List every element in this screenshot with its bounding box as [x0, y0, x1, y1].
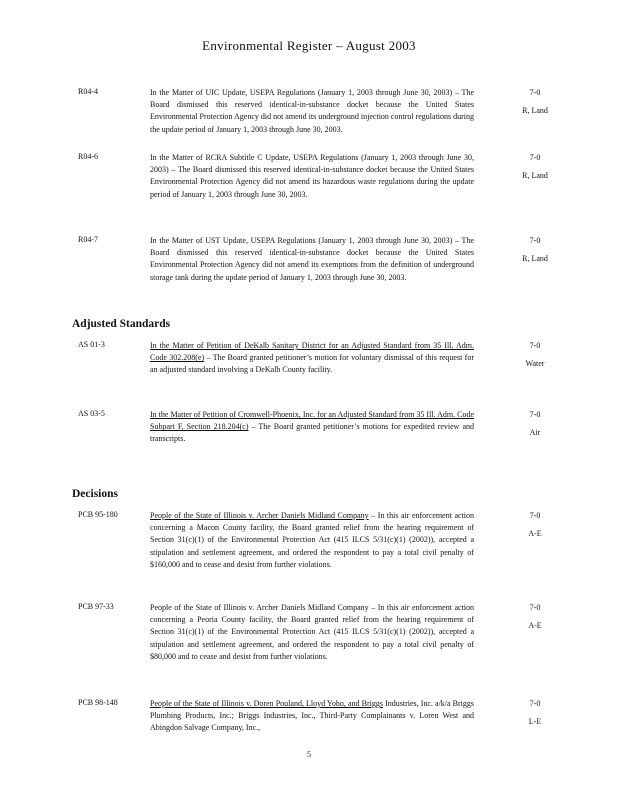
vote-count: 7-0 [529, 699, 541, 708]
docket-number: R04-7 [78, 235, 98, 244]
vote-column [510, 698, 560, 728]
vote-count: 7-0 [529, 236, 541, 245]
entry-text: – In this air enforcement action concerning a Macon County facility, the Board granted relief from the hearing requirement of Section 31(c)(1) of the Environmental Protection Act (415 ILCS 5/31(c)(1) (2002)), accepted a stipulation and settlement agreement, and ordered the respondent to pay a total civil penalty of $160,000 and to cease and desist from further violations. [150, 511, 474, 569]
page-header: Environmental Register – August 2003 [202, 38, 416, 53]
entry-text: In the Matter of UIC Update, USEPA Regulations (January 1, 2003 through June 30, 2003) – The Board dismissed this reserved identical-in-substance docket because the United States Environmental Protection Agency did not amend its underground injection control regulations during the update period of January 1, 2003 through June 30, 2003. [150, 88, 475, 134]
page-number: 5 [307, 750, 311, 759]
docket-number: PCB 97-33 [78, 602, 114, 611]
topic-code: A-E [528, 621, 542, 631]
case-caption: In the Matter of Petition of DeKalb Sanitary District for an Adjusted Standard from 35 Ill. Adm. Code 302.208(e) [150, 341, 474, 363]
vote-column [510, 409, 560, 439]
vote-count: 7-0 [529, 88, 541, 97]
topic-code: L-E [528, 717, 542, 727]
vote-count: 7-0 [529, 410, 541, 419]
entry-description [150, 340, 474, 377]
case-caption: In the Matter of Petition of Cromwell-Phoenix, Inc. for an Adjusted Standard from 35 Ill. Adm. Code Subpart F, Section 218.204(c) [150, 410, 474, 432]
entry-description [150, 602, 474, 663]
topic-code: R, Land [522, 254, 548, 264]
entry-text: In the Matter of UST Update, USEPA Regulations (January 1, 2003 through June 30, 2003) – The Board dismissed this reserved identical-in-substance docket because the United States Environmental Protection Agency did not amend its exemptions from the definition of underground storage tank during the update period of January 1, 2003 through June 30, 2003. [150, 236, 474, 282]
entry-text: Industries, Inc. a/k/a Briggs Plumbing Products, Inc.; Briggs Industries, Inc., Third-Party Complainants v. Loren West and Abingdon Salvage Company, Inc., [150, 699, 474, 733]
section-title-decisions: Decisions [72, 488, 118, 500]
entry-description [150, 152, 474, 201]
docket-number: PCB 98-148 [78, 698, 118, 707]
docket-number: AS 01-3 [78, 340, 105, 349]
entry-text: – The Board granted petitioner’s motion for voluntary dismissal of this request for an adjusted standard involving a DeKalb County facility. [150, 353, 474, 375]
vote-column [510, 87, 560, 117]
entry-description [150, 698, 474, 735]
vote-column [510, 152, 560, 182]
entry-description [150, 409, 474, 446]
entry-description [150, 510, 474, 571]
entry-description [150, 235, 474, 284]
docket-number: R04-6 [78, 152, 98, 161]
topic-code: Water [525, 359, 545, 369]
section-title-adjusted-standards: Adjusted Standards [72, 318, 171, 330]
entry-text: People of the State of Illinois v. Archer Daniels Midland Company – In this air enforcement action concerning a Peoria County facility, the Board granted relief from the hearing requirement of Section 31(c)(1) of the Environmental Protection Act (415 ILCS 5/31(c)(1) (2002)), accepted a stipulation and settlement agreement, and ordered the respondent to pay a total civil penalty of $80,000 and to cease and desist from further violations. [150, 603, 474, 661]
entry-text: In the Matter of RCRA Subtitle C Update, USEPA Regulations (January 1, 2003 through June 30, 2003) – The Board dismissed this reserved identical-in-substance docket because the United States Environmental Protection Agency did not amend its hazardous waste regulations during the update period of January 1, 2003 through June 30, 2003. [150, 153, 474, 199]
vote-column [510, 340, 560, 370]
vote-column [510, 602, 560, 632]
docket-number: R04-4 [78, 87, 98, 96]
vote-count: 7-0 [529, 603, 541, 612]
entry-text: – The Board granted petitioner’s motions for expedited review and transcripts. [150, 422, 474, 444]
vote-count: 7-0 [529, 511, 541, 520]
vote-column [510, 510, 560, 540]
vote-count: 7-0 [529, 341, 541, 350]
case-caption: People of the State of Illinois v. Doren Pouland, Lloyd Yoho, and Briggs [150, 699, 383, 708]
vote-column [510, 235, 560, 265]
entry-description [150, 87, 474, 136]
topic-code: R, Land [522, 171, 548, 181]
docket-number: PCB 95-180 [78, 510, 118, 519]
vote-count: 7-0 [529, 153, 541, 162]
docket-number: AS 03-5 [78, 409, 105, 418]
case-caption: People of the State of Illinois v. Archer Daniels Midland Company [150, 511, 369, 520]
topic-code: A-E [528, 529, 542, 539]
topic-code: Air [529, 428, 541, 438]
topic-code: R, Land [522, 106, 548, 116]
